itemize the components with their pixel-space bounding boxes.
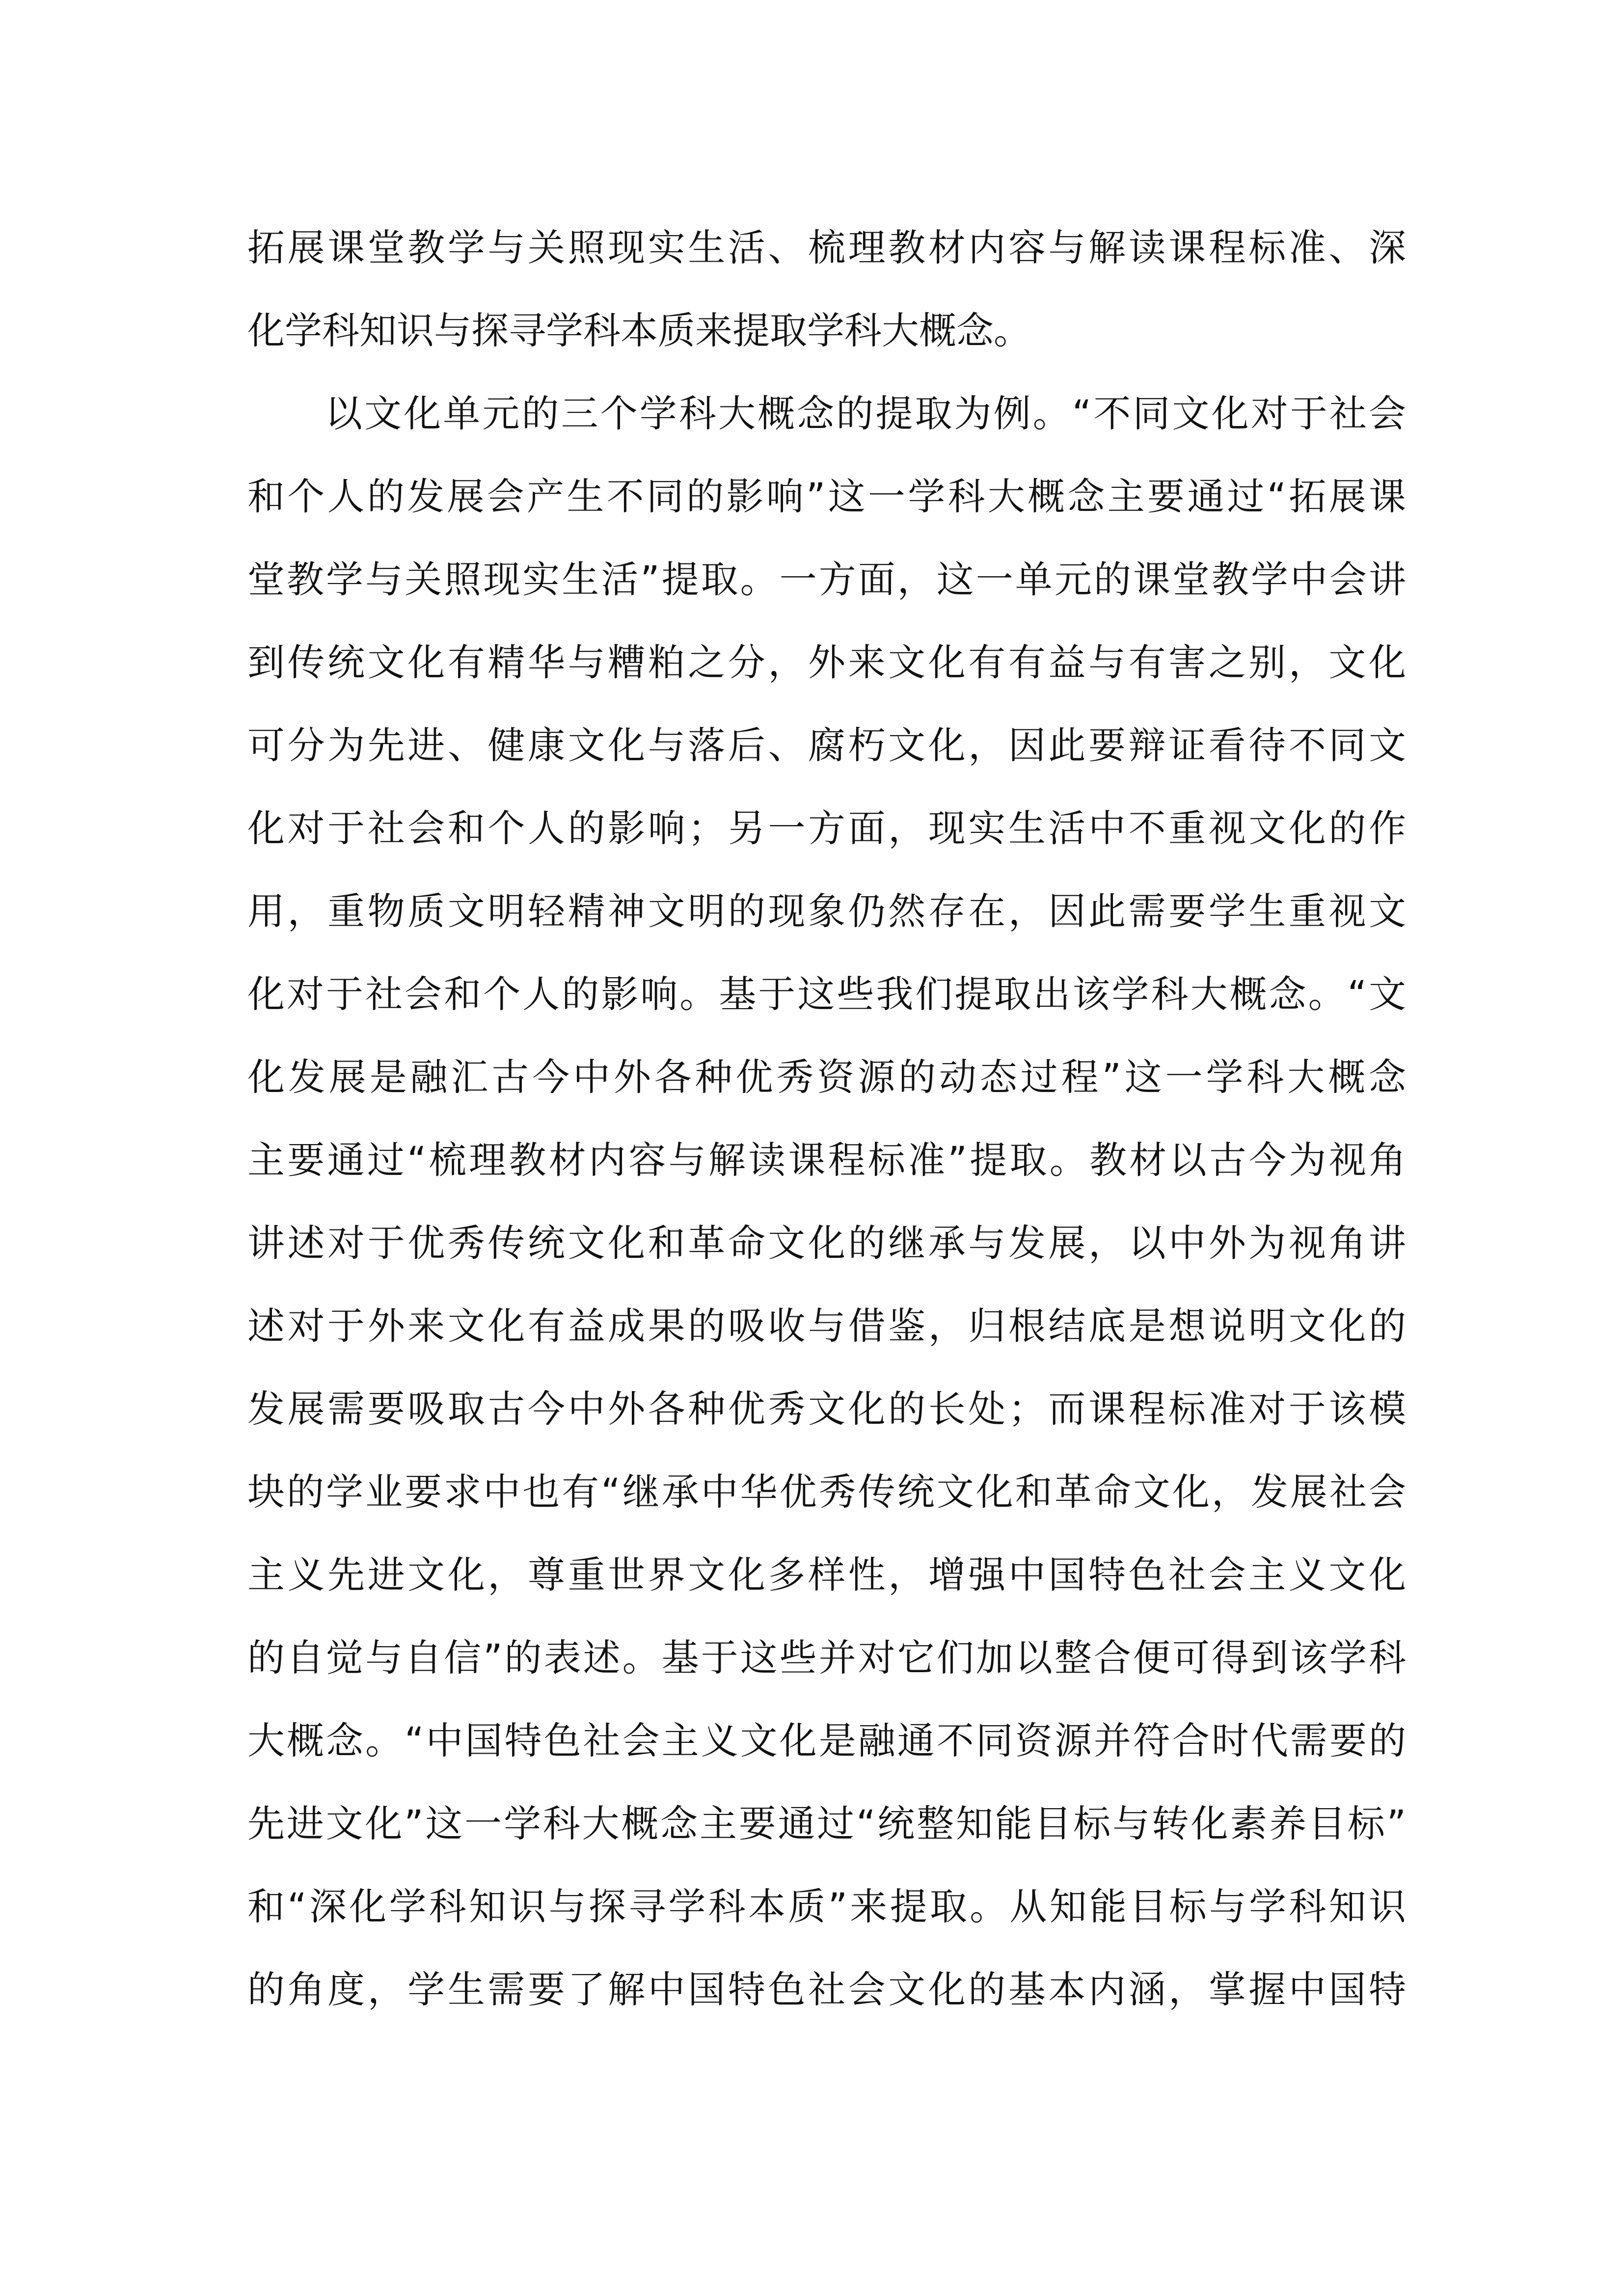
text-line: 可分为先进、健康文化与落后、腐朽文化，因此要辩证看待不同文 xyxy=(247,723,1406,767)
text-line: 块的学业要求中也有“继承中华优秀传统文化和革命文化，发展社会 xyxy=(247,1470,1406,1514)
text-line: 的自觉与自信”的表述。基于这些并对它们加以整合便可得到该学科 xyxy=(247,1636,1406,1680)
body-text xyxy=(247,206,1406,2031)
text-line: 拓展课堂教学与关照现实生活、梳理教材内容与解读课程标准、深 xyxy=(247,226,1406,269)
text-line: 大概念。“中国特色社会主义文化是融通不同资源并符合时代需要的 xyxy=(247,1719,1406,1762)
text-line: 的角度，学生需要了解中国特色社会文化的基本内涵，掌握中国特 xyxy=(247,1968,1406,2011)
text-line: 化对于社会和个人的影响；另一方面，现实生活中不重视文化的作 xyxy=(247,806,1406,850)
text-line: 化发展是融汇古今中外各种优秀资源的动态过程”这一学科大概念 xyxy=(247,1055,1406,1099)
text-line: 用，重物质文明轻精神文明的现象仍然存在，因此需要学生重视文 xyxy=(247,889,1406,933)
text-line: 和“深化学科知识与探寻学科本质”来提取。从知能目标与学科知识 xyxy=(247,1885,1406,1928)
text-line: 和个人的发展会产生不同的影响”这一学科大概念主要通过“拓展课 xyxy=(247,475,1406,518)
text-line: 主义先进文化，尊重世界文化多样性，增强中国特色社会主义文化 xyxy=(247,1553,1406,1597)
text-line: 述对于外来文化有益成果的吸收与借鉴，归根结底是想说明文化的 xyxy=(247,1304,1406,1348)
text-line: 堂教学与关照现实生活”提取。一方面，这一单元的课堂教学中会讲 xyxy=(247,558,1406,601)
text-line: 先进文化”这一学科大概念主要通过“统整知能目标与转化素养目标” xyxy=(247,1802,1406,1845)
text-line: 讲述对于优秀传统文化和革命文化的继承与发展，以中外为视角讲 xyxy=(247,1221,1406,1265)
text-line: 主要通过“梳理教材内容与解读课程标准”提取。教材以古今为视角 xyxy=(247,1138,1406,1182)
text-line: 以文化单元的三个学科大概念的提取为例。“不同文化对于社会 xyxy=(325,392,1406,435)
text-line: 到传统文化有精华与糟粕之分，外来文化有有益与有害之别，文化 xyxy=(247,641,1406,684)
text-line: 发展需要吸取古今中外各种优秀文化的长处；而课程标准对于该模 xyxy=(247,1387,1406,1431)
text-line: 化对于社会和个人的影响。基于这些我们提取出该学科大概念。“文 xyxy=(247,972,1406,1016)
text-line: 化学科知识与探寻学科本质来提取学科大概念。 xyxy=(247,309,1031,352)
